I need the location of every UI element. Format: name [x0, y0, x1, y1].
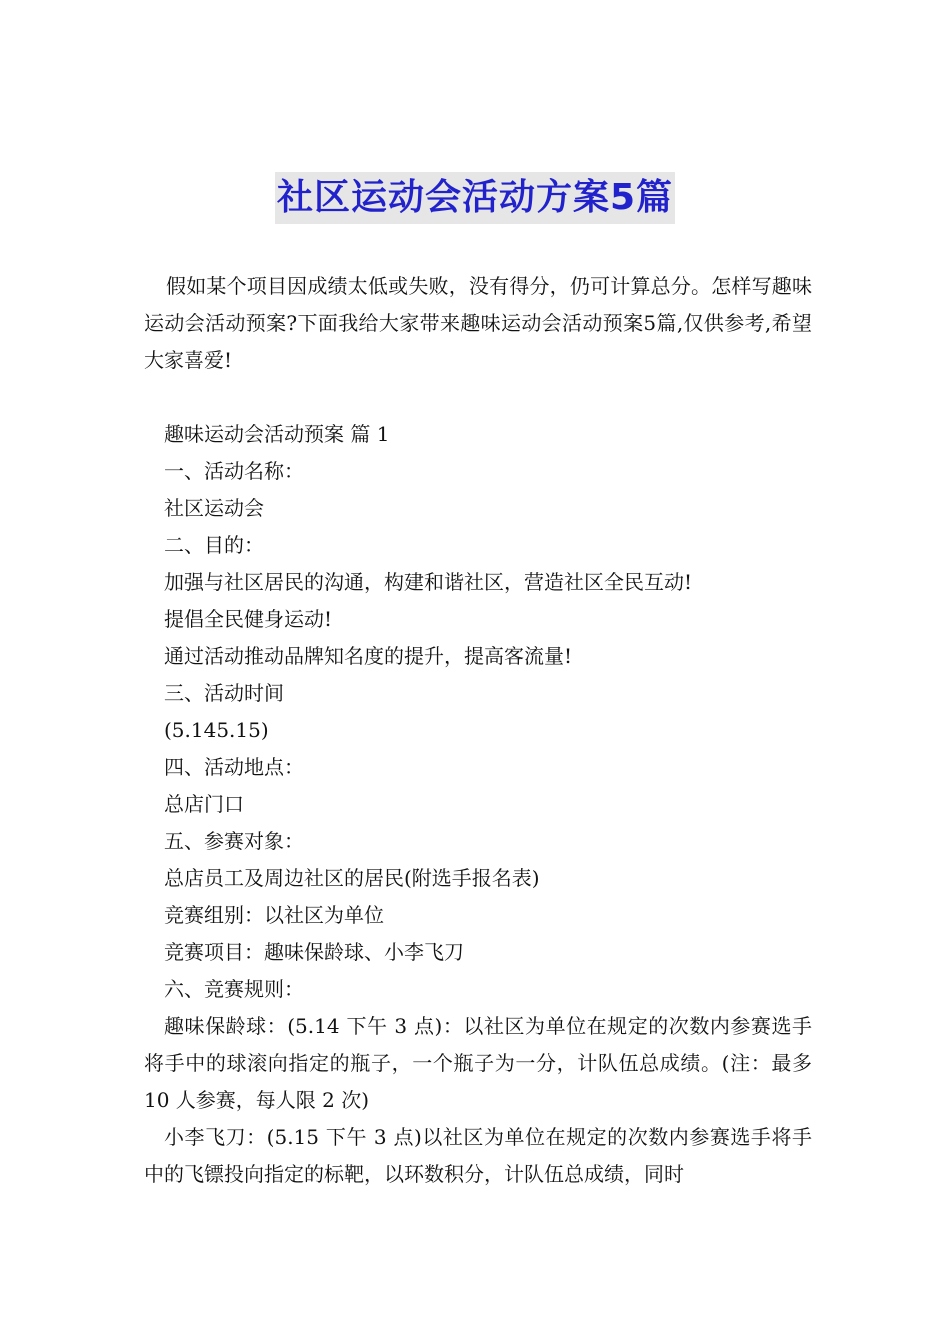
body-line: 加强与社区居民的沟通，构建和谐社区，营造社区全民互动! — [164, 570, 693, 594]
title-container — [0, 172, 950, 224]
body-line: 一、活动名称： — [164, 459, 304, 483]
paragraph-gap — [144, 379, 812, 416]
body-line: 竞赛组别：以社区为单位 — [164, 903, 384, 927]
body-line: (5.145.15) — [164, 718, 269, 742]
document-body — [144, 268, 812, 1193]
intro-paragraph: 假如某个项目因成绩太低或失败，没有得分，仍可计算总分。怎样写趣味运动会活动预案?下面我给大家带来趣味运动会活动预案5篇,仅供参考,希望大家喜爱! — [144, 274, 812, 372]
document-title: 社区运动会活动方案5篇 — [275, 172, 675, 224]
body-line: 四、活动地点： — [164, 755, 304, 779]
body-line: 五、参赛对象： — [164, 829, 304, 853]
body-line: 三、活动时间 — [164, 681, 284, 705]
section-heading: 趣味运动会活动预案 篇 1 — [164, 422, 390, 446]
rule-paragraph-darts: 小李飞刀：(5.15 下午 3 点)以社区为单位在规定的次数内参赛选手将手中的飞镖投向指定的标靶，以环数积分，计队伍总成绩，同时 — [144, 1125, 812, 1186]
body-line: 总店员工及周边社区的居民(附选手报名表) — [164, 866, 540, 890]
body-line: 六、竞赛规则： — [164, 977, 304, 1001]
body-line: 通过活动推动品牌知名度的提升，提高客流量! — [164, 644, 573, 668]
body-line: 提倡全民健身运动! — [164, 607, 333, 631]
body-line: 总店门口 — [164, 792, 244, 816]
body-line: 社区运动会 — [164, 496, 264, 520]
body-line: 竞赛项目：趣味保龄球、小李飞刀 — [164, 940, 464, 964]
rule-paragraph-bowling: 趣味保龄球：(5.14 下午 3 点)：以社区为单位在规定的次数内参赛选手将手中的球滚向指定的瓶子，一个瓶子为一分，计队伍总成绩。(注：最多 10 人参赛，每人限 2 次) — [144, 1014, 812, 1112]
body-line: 二、目的： — [164, 533, 264, 557]
